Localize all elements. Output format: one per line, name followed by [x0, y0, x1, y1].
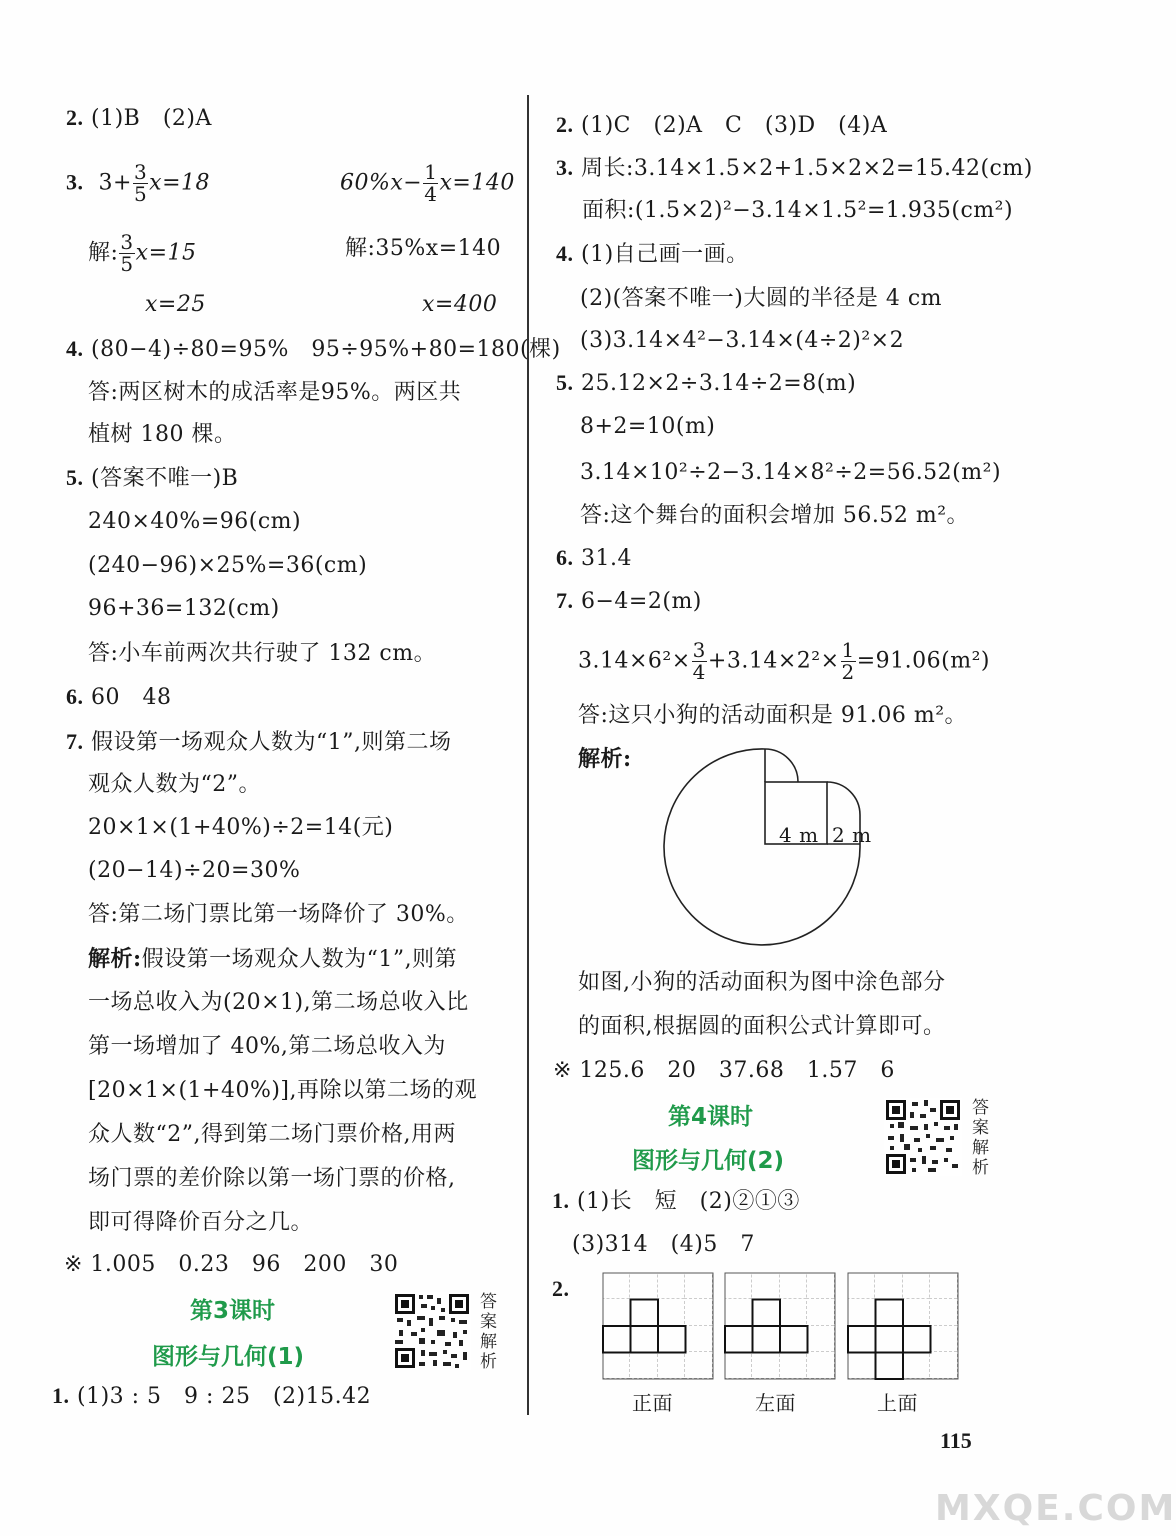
lesson3-title: 第3课时: [190, 1298, 276, 1324]
left-q7-jx3: 第一场增加了 40%,第二场总收入为: [88, 1034, 446, 1059]
qr-caption: 答案解析: [972, 1098, 989, 1178]
right-q4-line2: (2)(答案不唯一)大圆的半径是 4 cm: [580, 286, 942, 311]
left-q3-sol2: 解:35%x=140: [345, 236, 502, 261]
left-q7-line3: 20×1×(1+40%)÷2=14(元): [88, 815, 394, 840]
figure-label-4m: 4 m: [779, 823, 819, 847]
view-label-left: 左面: [755, 1391, 796, 1415]
left-q3-res1: x=25: [145, 292, 206, 317]
right-q7-jx-label: 解析:: [578, 746, 632, 772]
left-q3-eq1: 3. 3+ $\frac{3}{5}$ x=18: [66, 160, 211, 206]
fraction: $\frac{3}{4}$: [692, 638, 706, 684]
left-q7-jx5: 众人数“2”,得到第二场门票价格,用两: [88, 1122, 456, 1147]
left-q7-line1: 7. 假设第一场观众人数为“1”,则第二场: [66, 729, 452, 755]
left-q3-eq2: 60%x− $\frac{1}{4}$ x=140: [340, 160, 515, 206]
left-extra: ※ 1.005 0.23 96 200 30: [64, 1252, 399, 1277]
right-q5-line2: 8+2=10(m): [580, 414, 716, 439]
fraction: $\frac{1}{4}$: [424, 160, 438, 206]
qr-caption: 答案解析: [480, 1292, 497, 1372]
lesson4-q1-line1: 1. (1)长 短 (2)②①③: [552, 1188, 800, 1214]
left-q5-line3: (240−96)×25%=36(cm): [88, 553, 368, 578]
left-q7-line2: 观众人数为“2”。: [88, 772, 261, 797]
lesson3-subtitle: 图形与几何(1): [152, 1344, 305, 1370]
right-q7-equation: 3.14×6²× $\frac{3}{4}$ +3.14×2²× $\frac{1}{2}$ =91.06(m²): [578, 638, 991, 684]
qr-code-icon[interactable]: [393, 1292, 471, 1370]
left-q7-line4: (20−14)÷20=30%: [88, 858, 301, 883]
right-extra: ※ 125.6 20 37.68 1.57 6: [553, 1058, 895, 1083]
left-q5-line4: 96+36=132(cm): [88, 596, 280, 621]
left-view-grid: [725, 1273, 835, 1379]
right-q4-line3: (3)3.14×4²−3.14×(4÷2)²×2: [580, 328, 905, 353]
right-q3-line1: 3. 周长:3.14×1.5×2+1.5×2×2=15.42(cm): [556, 155, 1033, 181]
column-divider: [527, 95, 529, 1415]
figure-label-2m: 2 m: [832, 823, 872, 847]
right-q2: 2. (1)C (2)A C (3)D (4)A: [556, 112, 888, 138]
left-q6: 6. 60 48: [66, 684, 172, 710]
left-q4-line1: 4. (80−4)÷80=95% 95÷95%+80=180(棵): [66, 336, 561, 362]
left-q4-line2: 答:两区树木的成活率是95%。两区共: [88, 380, 462, 405]
right-q4-line1: 4. (1)自己画一画。: [556, 241, 749, 267]
right-q5-line4: 答:这个舞台的面积会增加 56.52 m²。: [580, 503, 970, 528]
left-q3-sol1: 解: $\frac{3}{5}$ x=15: [88, 230, 197, 276]
lesson4-title: 第4课时: [668, 1104, 754, 1130]
fraction: $\frac{1}{2}$: [841, 638, 855, 684]
right-q7-line1: 7. 6−4=2(m): [556, 588, 702, 614]
view-label-front: 正面: [632, 1391, 673, 1415]
lesson4-q2-num: 2.: [552, 1276, 570, 1301]
dog-area-figure: [655, 745, 885, 970]
left-q7-jx6: 场门票的差价除以第一场门票的价格,: [88, 1166, 456, 1191]
left-q5-line1: 5. (答案不唯一)B: [66, 465, 239, 491]
right-q7-jx2: 的面积,根据圆的面积公式计算即可。: [578, 1014, 946, 1039]
qr-code-icon[interactable]: [884, 1098, 962, 1176]
left-q7-jx4: [20×1×(1+40%)],再除以第二场的观: [88, 1078, 478, 1103]
left-q7-jx7: 即可得降价百分之几。: [88, 1210, 314, 1235]
lesson4-subtitle: 图形与几何(2): [632, 1148, 785, 1174]
three-view-grids: [602, 1272, 962, 1384]
right-q7-answer: 答:这只小狗的活动面积是 91.06 m²。: [578, 703, 968, 728]
left-q3-res2: x=400: [422, 292, 498, 317]
left-q7-jx1: 解析:假设第一场观众人数为“1”,则第: [88, 946, 458, 972]
lesson3-q1: 1. (1)3 : 5 9 : 25 (2)15.42: [52, 1383, 372, 1409]
right-q3-line2: 面积:(1.5×2)²−3.14×1.5²=1.935(cm²): [582, 198, 1014, 223]
right-q5-line1: 5. 25.12×2÷3.14÷2=8(m): [556, 370, 857, 396]
left-q4-line3: 植树 180 棵。: [88, 422, 237, 447]
fraction: $\frac{3}{5}$: [120, 230, 134, 276]
top-view-grid: [848, 1273, 958, 1379]
right-q6: 6. 31.4: [556, 545, 632, 571]
watermark-logo: MXQE.COM: [935, 1488, 1176, 1529]
right-q5-line3: 3.14×10²÷2−3.14×8²÷2=56.52(m²): [580, 460, 1002, 485]
front-view-grid: [603, 1273, 713, 1379]
lesson4-q1-line2: (3)314 (4)5 7: [572, 1232, 755, 1257]
left-q7-line5: 答:第二场门票比第一场降价了 30%。: [88, 902, 469, 927]
fraction: $\frac{3}{5}$: [133, 160, 148, 206]
left-q5-line5: 答:小车前两次共行驶了 132 cm。: [88, 641, 437, 666]
right-q7-jx1: 如图,小狗的活动面积为图中涂色部分: [578, 970, 946, 995]
page-number: 115: [940, 1428, 972, 1453]
left-q7-jx2: 一场总收入为(20×1),第二场总收入比: [88, 990, 469, 1015]
view-label-top: 上面: [877, 1391, 918, 1415]
left-q5-line2: 240×40%=96(cm): [88, 509, 302, 534]
left-q2: 2. (1)B (2)A: [66, 105, 212, 131]
